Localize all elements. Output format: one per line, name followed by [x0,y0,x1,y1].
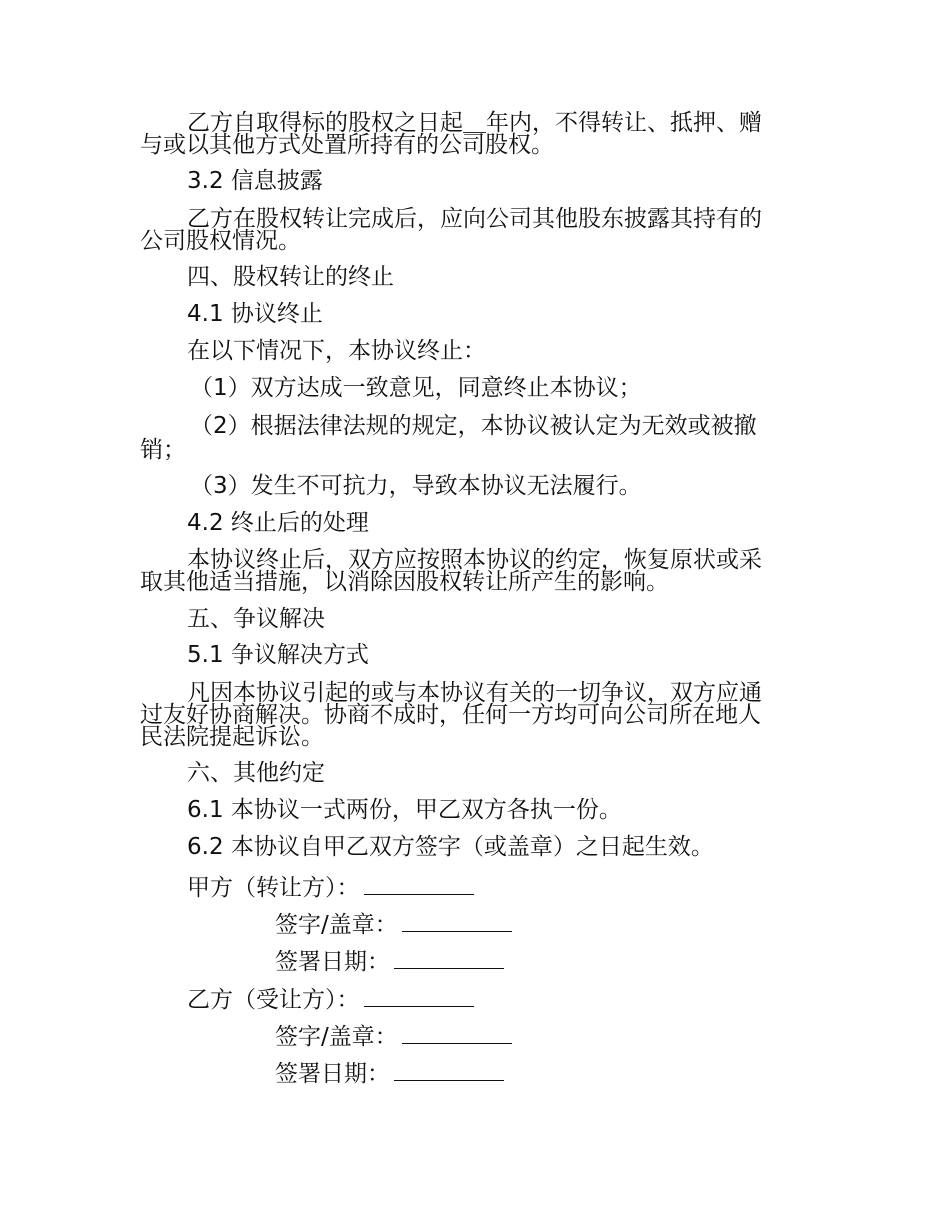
party-a-date-line [275,946,504,975]
party-b-sign-blank [402,1021,512,1044]
list-item: （2）根据法律法规的规定，本协议被认定为无效或被撤 [190,413,757,439]
list-item: （3）发生不可抗力，导致本协议无法履行。 [190,473,642,499]
party-b-blank [364,984,474,1007]
party-b-sign-line [275,1021,512,1050]
party-a-label: 甲方（转让方）： [187,875,360,901]
party-a-blank [364,872,474,895]
paragraph-line: 乙方在股权转让完成后，应向公司其他股东披露其持有的 [187,206,762,232]
paragraph-line: 6.2 本协议自甲乙双方签字（或盖章）之日起生效。 [187,834,714,860]
paragraph-line: 取其他适当措施，以消除因股权转让所产生的影响。 [140,569,669,595]
section-heading: 六、其他约定 [187,760,325,786]
party-a-sign-blank [402,909,512,932]
party-a-line [187,872,474,901]
paragraph-line: 6.1 本协议一式两份，甲乙双方各执一份。 [187,797,622,823]
party-a-sign-line [275,909,512,938]
paragraph-line: 过友好协商解决。协商不成时，任何一方均可向公司所在地人 [140,702,761,728]
paragraph-line: 乙方自取得标的股权之日起＿年内，不得转让、抵押、赠 [187,110,762,136]
party-b-sign-label: 签字/盖章： [275,1024,398,1050]
paragraph-line: 民法院提起诉讼。 [140,724,324,750]
party-b-date-line [275,1058,504,1087]
party-a-date-label: 签署日期： [275,949,390,975]
paragraph-line: 本协议终止后，双方应按照本协议的约定，恢复原状或采 [187,547,762,573]
paragraph-line: 在以下情况下，本协议终止： [187,338,486,364]
section-heading: 3.2 信息披露 [187,168,323,194]
party-a-date-blank [394,946,504,969]
list-item: 销； [140,437,186,463]
section-heading: 4.1 协议终止 [187,301,323,327]
section-heading: 5.1 争议解决方式 [187,642,369,668]
paragraph-line: 公司股权情况。 [140,228,301,254]
party-b-label: 乙方（受让方）： [187,987,360,1013]
section-heading: 四、股权转让的终止 [187,264,394,290]
party-a-sign-label: 签字/盖章： [275,912,398,938]
party-b-line [187,984,474,1013]
section-heading: 4.2 终止后的处理 [187,510,369,536]
paragraph-line: 与或以其他方式处置所持有的公司股权。 [140,132,554,158]
party-b-date-blank [394,1058,504,1081]
paragraph-line: 凡因本协议引起的或与本协议有关的一切争议，双方应通 [187,680,762,706]
party-b-date-label: 签署日期： [275,1061,390,1087]
list-item: （1）双方达成一致意见，同意终止本协议； [190,375,642,401]
section-heading: 五、争议解决 [187,606,325,632]
